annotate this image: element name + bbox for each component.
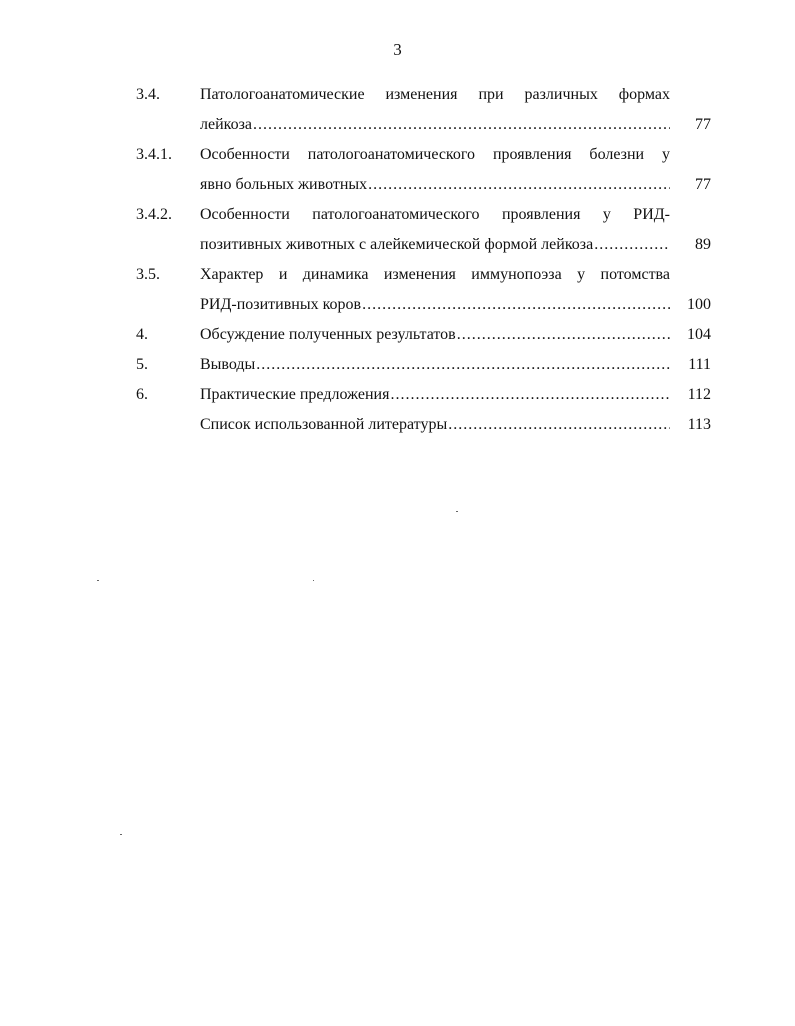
toc-entry: [0, 380, 795, 410]
toc-entry-title-line2: Выводы: [200, 356, 256, 373]
scan-speck: [456, 511, 458, 512]
toc-entry-page: 111: [688, 356, 711, 373]
toc-entry-number: 3.5.: [136, 266, 160, 283]
toc-entry-title-line1: Особенности патологоанатомического проявления болезни у: [200, 146, 670, 163]
table-of-contents: [0, 80, 795, 440]
toc-entry-title-line1: Характер и динамика изменения иммунопоэза у потомства: [200, 266, 670, 283]
toc-entry-title: [200, 80, 670, 140]
toc-entry-title: [200, 410, 670, 440]
toc-entry: [0, 350, 795, 380]
toc-entry-number: 6.: [136, 386, 148, 403]
toc-entry-page: 113: [687, 416, 711, 433]
page-number: 3: [393, 40, 402, 59]
scan-speck: [313, 580, 314, 581]
toc-entry-title-line2: РИД-позитивных коров: [200, 296, 362, 313]
toc-entry-title: [200, 380, 670, 410]
toc-entry-title-line2: Обсуждение полученных результатов: [200, 326, 456, 343]
toc-entry-number: 3.4.1.: [136, 146, 172, 163]
leader-dots: [368, 170, 670, 200]
toc-entry-title-line2: позитивных животных с алейкемической формой лейкоза: [200, 236, 594, 253]
toc-entry-title: [200, 260, 670, 320]
toc-entry-number: 3.4.: [136, 86, 160, 103]
toc-entry-title-line2: Практические предложения: [200, 386, 390, 403]
toc-entry: [0, 260, 795, 320]
leader-dots: [390, 380, 670, 410]
toc-entry: [0, 140, 795, 200]
toc-entry-page: 104: [687, 326, 711, 343]
leader-dots: [256, 350, 670, 380]
toc-entry-title: [200, 200, 670, 260]
toc-entry-page: 77: [695, 116, 711, 133]
toc-entry-page: 89: [695, 236, 711, 253]
toc-entry-number: 4.: [136, 326, 148, 343]
toc-entry-number: 5.: [136, 356, 148, 373]
toc-entry: [0, 410, 795, 440]
toc-entry-title-line1: Особенности патологоанатомического проявления у РИД-: [200, 206, 670, 223]
toc-entry-title-line2: Список использованной литературы: [200, 416, 448, 433]
leader-dots: [253, 110, 670, 140]
leader-dots: [457, 320, 670, 350]
toc-entry-title: [200, 320, 670, 350]
toc-entry-title: [200, 350, 670, 380]
toc-entry: [0, 320, 795, 350]
toc-entry-title: [200, 140, 670, 200]
scan-speck: [97, 580, 99, 581]
leader-dots: [594, 230, 670, 260]
toc-entry: [0, 200, 795, 260]
leader-dots: [362, 290, 670, 320]
toc-entry-page: 112: [687, 386, 711, 403]
leader-dots: [448, 410, 670, 440]
toc-entry-page: 77: [695, 176, 711, 193]
toc-entry-page: 100: [687, 296, 711, 313]
toc-entry-number: 3.4.2.: [136, 206, 172, 223]
toc-entry-title-line2: лейкоза: [200, 116, 253, 133]
scan-speck: [120, 834, 122, 835]
toc-entry: [0, 80, 795, 140]
toc-entry-title-line2: явно больных животных: [200, 176, 368, 193]
toc-entry-title-line1: Патологоанатомические изменения при различных формах: [200, 86, 670, 103]
